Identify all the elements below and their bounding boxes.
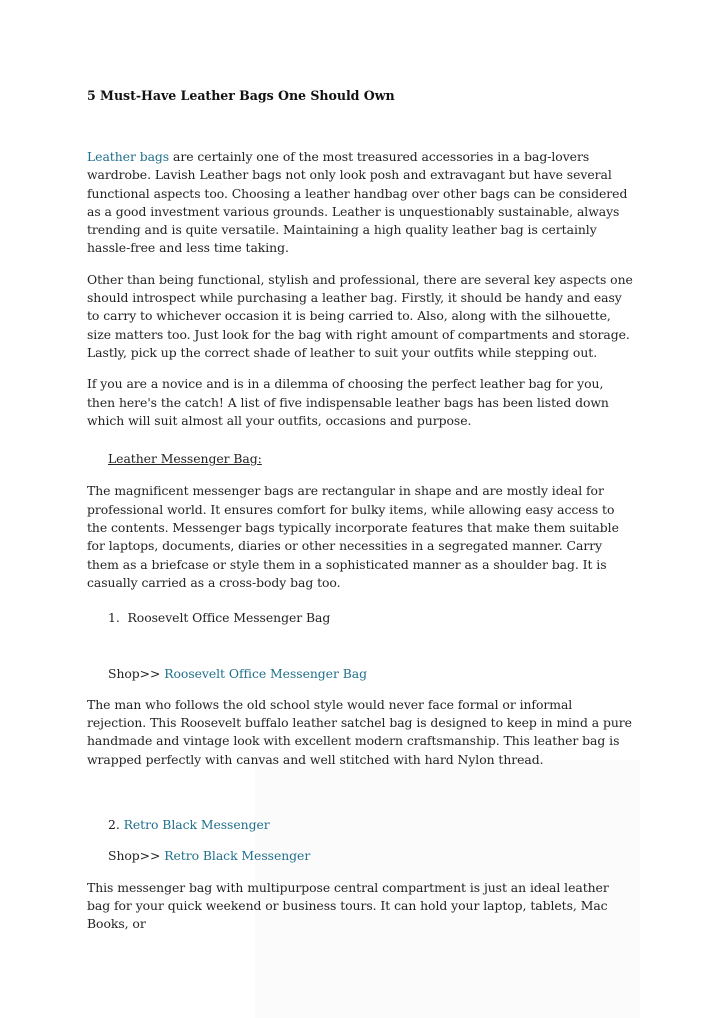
list-item-1 [87, 609, 635, 627]
document-content [87, 87, 635, 934]
section-heading-text: Leather Messenger Bag: [108, 451, 262, 467]
item-2-description: This messenger bag with multipurpose central compartment is just an ideal leather bag for your quick weekend or business tours. It can hold your laptop, tablets, Mac Books, or [87, 879, 609, 932]
section-paragraph: The magnificent messenger bags are rectangular in shape and are mostly ideal for professional world. It ensures comfort for bulky items, while allowing easy access to the contents. Messenger bags typically incorporate features that make them suitable for laptops, documents, diaries or other necessities in a segregated manner. Carry them as a briefcase or style them in a sophisticated manner as a shoulder bag. It is casually carried as a cross-body bag too. [87, 483, 619, 590]
shop-prefix-2: Shop>> [108, 848, 161, 864]
intro-text: are certainly one of the most treasured accessories in a bag-lovers wardrobe. Lavish Leather bags not only look posh and extravagant but have several functional aspects too. Choosing a leather handbag over other bags can be considered as a good investment various grounds. Leather is unquestionably sustainable, always trending and is quite versatile. Maintaining a high quality leather bag is certainly hassle-free and less time taking. [87, 149, 628, 256]
paragraph-buying-aspects: Other than being functional, stylish and professional, there are several key aspects one should introspect while purchasing a leather bag. Firstly, it should be handy and easy to carry to whichever occasion it is being carried to. Also, along with the silhouette, size matters too. Just look for the bag with right amount of compartments and storage. Lastly, pick up the correct shade of leather to suit your outfits while stepping out. [87, 271, 633, 360]
intro-paragraph [87, 148, 635, 258]
leather-bags-link[interactable]: Leather bags [87, 149, 170, 164]
roosevelt-shop-link[interactable]: Roosevelt Office Messenger Bag [164, 665, 367, 681]
shop-line-1 [87, 665, 635, 683]
shop-prefix-1: Shop>> [108, 665, 161, 681]
list-item-2-number: 2. [108, 817, 120, 833]
retro-black-shop-link[interactable]: Retro Black Messenger [164, 848, 311, 864]
item-1-description: The man who follows the old school style would never face formal or informal rejection. This Roosevelt buffalo leather satchel bag is designed to keep in mind a pure handmade and vintage look with excellent modern craftsmanship. This leather bag is wrapped perfectly with canvas and well stitched with hard Nylon thread. [87, 696, 632, 767]
section-heading [87, 450, 635, 468]
list-item-1-title: Roosevelt Office Messenger Bag [127, 610, 331, 626]
retro-black-title-link[interactable]: Retro Black Messenger [123, 817, 270, 833]
shop-line-2 [87, 847, 635, 865]
document-title: 5 Must-Have Leather Bags One Should Own [87, 88, 395, 103]
paragraph-list-intro: If you are a novice and is in a dilemma of choosing the perfect leather bag for you, then here's the catch! A list of five indispensable leather bags has been listed down which will suit almost all your outfits, occasions and purpose. [87, 376, 609, 428]
list-item-1-number: 1. [108, 610, 120, 626]
list-item-2 [87, 816, 635, 834]
